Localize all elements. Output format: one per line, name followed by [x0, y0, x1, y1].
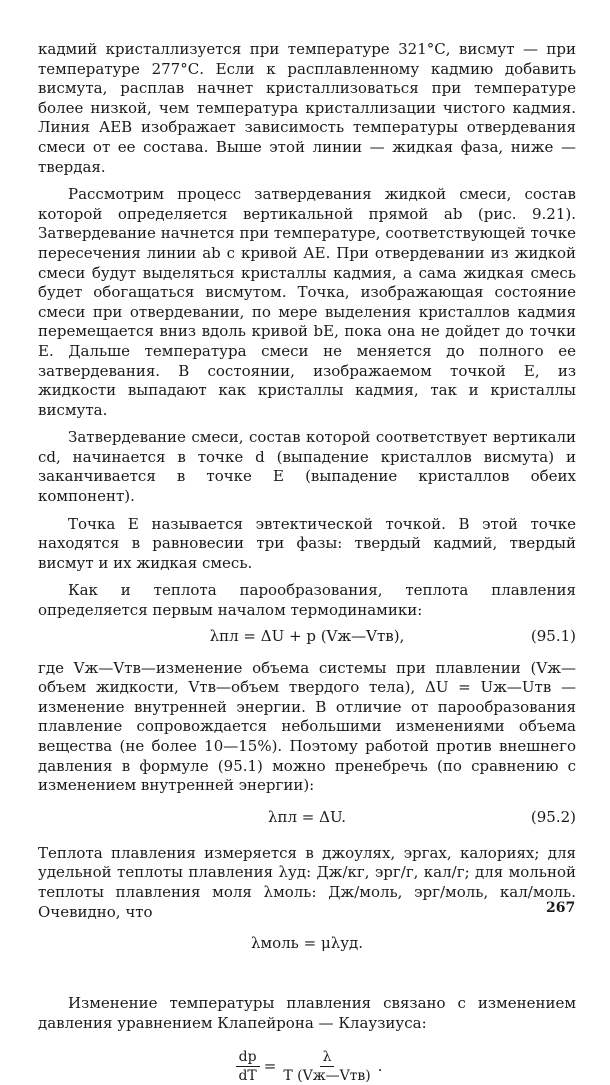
equation-clapeyron — [38, 1047, 576, 1085]
paragraph-6: где Vж—Vтв—изменение объема системы при плавлении (Vж—объем жидкости, Vтв—объем твердого тела), ΔU = Uж—Uтв — изменение внутренней энергии. В отличие от парообразования плавление сопровождается небольшими изменениями объема вещества (не более 10—15%). Поэтому работой против внешнего давления в формуле (95.1) можно пренебречь (по сравнению с изменением внутренней энергии): — [38, 658, 576, 795]
paragraph-4: Точка Е называется эвтектической точкой. В этой точке находятся в равновесии три фазы: твердый кадмий, твердый висмут и их жидкая смесь. — [38, 514, 576, 572]
paragraph-2: Рассмотрим процесс затвердевания жидкой смеси, состав которой определяется вертикальной прямой ab (рис. 9.21). Затвердевание начнется при температуре, соответствующей точке пересечения линии ab с кривой АЕ. При отвердевании из жидкой смеси будут выделяться кристаллы кадмия, а сама жидкая смесь будет обогащаться висмутом. Точка, изображающая состояние смеси при отвердевании, по мере выделения кристаллов кадмия перемещается вниз вдоль кривой bЕ, пока она не дойдет до точки Е. Дальше температура смеси не меняется до полного ее затвердевания. В состоянии, изображаемом точкой Е, из жидкости выпадают как кристаллы кадмия, так и кристаллы висмута. — [38, 185, 576, 419]
fraction-lhs-numerator: dp — [236, 1048, 260, 1067]
fraction-rhs — [280, 1048, 373, 1085]
fraction-lhs — [235, 1048, 259, 1085]
equation-mole-body: λмоль = μλуд. — [250, 934, 364, 953]
equation-mole — [38, 934, 576, 960]
fraction-lhs-denominator: dT — [238, 1068, 257, 1085]
fraction-rhs-numerator: λ — [320, 1048, 335, 1067]
fraction-rhs-denominator: T (Vж—Vтв) — [283, 1068, 371, 1085]
equation-95-2-number: (95.2) — [530, 807, 576, 826]
paragraph-1: кадмий кристаллизуется при температуре 321°С, висмут — при температуре 277°С. Если к расплавленному кадмию добавить висмута, расплав начнет кристаллизоваться при температуре более низкой, чем температура кристаллизации чистого кадмия. Линия АЕВ изображает зависимость температуры отвердевания смеси от ее состава. Выше этой линии — жидкая фаза, ниже — твердая. — [38, 40, 576, 176]
paragraph-7: Теплота плавления измеряется в джоулях, эргах, калориях; для удельной теплоты плавления λуд: Дж/кг, эрг/г, кал/г; для мольной теплоты плавления моля λмоль: Дж/моль, эрг/моль, кал/моль. Очевидно, что — [38, 843, 576, 921]
page-text — [38, 40, 576, 1085]
equation-95-1-number: (95.1) — [530, 626, 576, 645]
equation-95-2 — [38, 808, 576, 834]
equation-95-1 — [38, 627, 576, 653]
page-number: 267 — [546, 900, 576, 916]
paragraph-5: Как и теплота парообразования, теплота плавления определяется первым началом термодинамики: — [38, 581, 576, 620]
paragraph-3: Затвердевание смеси, состав которой соответствует вертикали cd, начинается в точке d (выпадение кристаллов висмута) и заканчивается в точке Е (выпадение кристаллов обеих компонент). — [38, 428, 576, 506]
equation-period: . — [377, 1057, 383, 1076]
paragraph-8: Изменение температуры плавления связано с изменением давления уравнением Клапейрона — Клаузиуса: — [38, 994, 576, 1032]
equation-95-1-body: λпл = ΔU + p (Vж—Vтв), — [209, 626, 405, 645]
equation-95-2-body: λпл = ΔU. — [267, 807, 346, 826]
equals-sign: = — [263, 1057, 277, 1076]
